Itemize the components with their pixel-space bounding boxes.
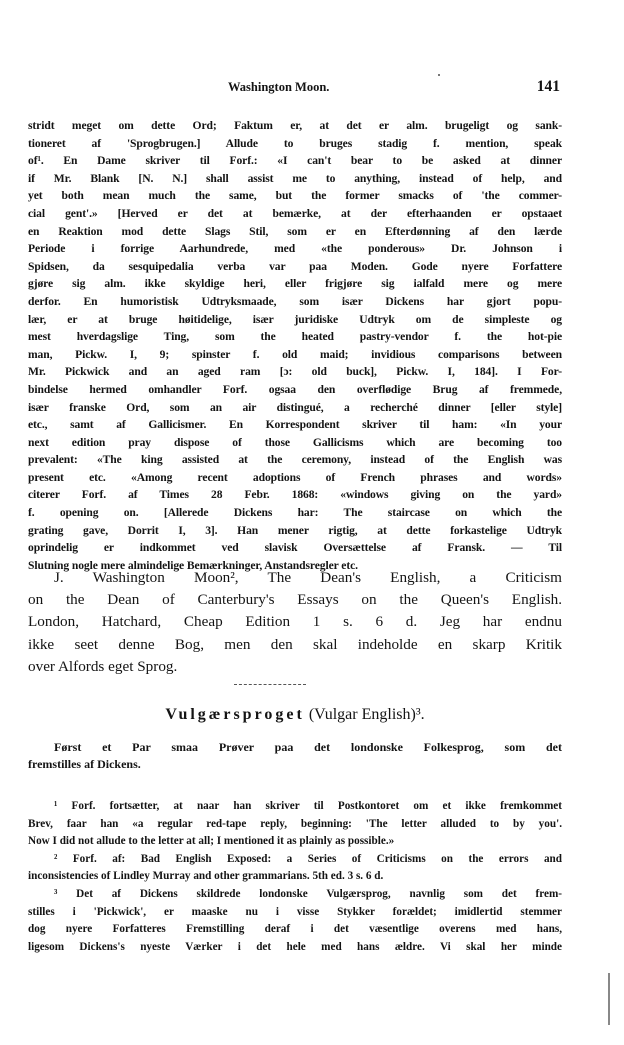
text-line: Periode i forrige Aarhundrede, med «the ponderous» Dr. Johnson i [28, 242, 562, 256]
text-line: ikke seet denne Bog, men den skal indeholde en skarp Kritik [28, 635, 562, 653]
text-line: on the Dean of Canterbury's Essays on the Queen's English. [28, 591, 562, 609]
text-line: next edition pray dispose of those Gallicisms which are becoming too [28, 435, 562, 449]
text-line: over Alfords eget Sprog. [28, 657, 178, 675]
text-line: if Mr. Blank [N. N.] shall assist me to anything, instead of help, and [28, 171, 562, 185]
running-head [28, 80, 562, 100]
text-line: derfor. En humoristisk Udtryksmaade, som især Dickens har gjort popu- [28, 294, 562, 308]
text-line: citerer Forf. af Times 28 Febr. 1868: «windows giving on the yard» [28, 488, 562, 502]
footnotes [28, 798, 562, 956]
footnote-line: ¹ Forf. fortsætter, at naar han skriver til Postkontoret om et ikke fremkommet [54, 800, 562, 812]
text-line: tioneret af 'Sprogbrugen.] Allude to bruges stadig f. mention, speak [28, 136, 562, 150]
footnote-line: Brev, faar han «a regular red-tape reply, beginning: 'The letter alluded to by you'. [28, 817, 562, 830]
text-line: grating gave, Dorrit I, 3]. Han mener rigtig, at dette forkastelige Udtryk [28, 523, 562, 537]
text-line: bindelse hermed omhandler Forf. ogsaa den overflødige Brug af fremmede, [28, 382, 562, 396]
paragraph-3 [28, 739, 562, 774]
paragraph-2 [28, 567, 562, 678]
text-line: etc., samt af Gallicismer. En Korrespondent skriver til ham: «In your [28, 418, 562, 432]
text-line: man, Pickw. I, 9; spinster f. old maid; invidious comparisons between [28, 347, 562, 361]
footnote-line: ² Forf. af: Bad English Exposed: a Series of Criticisms on the errors and [54, 852, 562, 865]
text-line: prevalent: «The king assisted at the ceremony, instead of the English was [28, 453, 562, 467]
text-line: fremstilles af Dickens. [28, 757, 141, 772]
text-line: mest hverdagslige Ting, som the heated pastry-vendor f. the hot-pie [28, 330, 562, 344]
text-line: cial gent'.» [Herved er det at bemærke, at der efterhaanden er opstaaet [28, 206, 562, 220]
text-line: Først et Par smaa Prøver paa det londonske Folkesprog, som det [54, 740, 562, 754]
text-line: Mr. Pickwick and an aged ram [ɔ: old buck], Pickw. I, 184]. I For- [28, 365, 562, 379]
text-line: yet both mean much the same, but the former smacks of 'the commer- [28, 189, 562, 203]
margin-mark [608, 973, 610, 1025]
text-line: lær, er at bruge høitidelige, især juridiske Udtryk om de simpleste og [28, 312, 562, 326]
running-title: Washington Moon. [228, 80, 330, 94]
footnote-line: Now I did not allude to the letter at all; I mentioned it as plainly as possible.» [28, 835, 395, 848]
text-line: J. Washington Moon², The Dean's English, a Criticism [54, 569, 562, 586]
text-line: Slutning nogle mere almindelige Bemærkninger, Anstandsregler etc. [28, 558, 358, 572]
footnote-line: stilles i 'Pickwick', er maaske nu i visse Stykker forældet; imidlertid stemmer [28, 905, 562, 918]
section-title: Vulgærsproget [165, 706, 305, 723]
section-heading [28, 706, 562, 724]
text-line: gjøre sig alm. ikke skyldige heri, eller frigjøre sig ialfald mere og mere [28, 277, 562, 291]
text-line: f. opening on. [Allerede Dickens har: The staircase on which the [28, 506, 562, 520]
footnote-line: dog nyere Forfatteres Fremstilling deraf i det væsentlige overens med hans, [28, 923, 562, 936]
text-line: stridt meget om dette Ord; Faktum er, at det er alm. brugeligt og sank- [28, 119, 562, 132]
footnote-line: inconsistencies of Lindley Murray and other grammarians. 5th ed. 3 s. 6 d. [28, 870, 384, 883]
text-line: of¹. En Dame skriver til Forf.: «I can't bear to be asked at dinner [28, 154, 562, 168]
text-line: oprindelig er indkommet ved slavisk Oversættelse af Fransk. — Til [28, 541, 562, 555]
section-subtitle: (Vulgar English)³. [308, 706, 425, 723]
paragraph-1 [28, 117, 562, 574]
text-line: en Reaktion mod dette Slags Stil, som er en Efterdønning af den lærde [28, 224, 562, 238]
text-line: present etc. «Among recent adoptions of French phrases and words» [28, 470, 562, 484]
section-separator [234, 684, 306, 685]
stray-dot-mark [438, 74, 440, 76]
text-line: Spidsen, da sesquipedalia verba var paa Moden. Gode nyere Forfattere [28, 259, 562, 273]
text-line: London, Hatchard, Cheap Edition 1 s. 6 d. Jeg har endnu [28, 613, 562, 631]
footnote-line: ligesom Dickens's nyeste Værker i det hele med hans ældre. Vi skal her minde [28, 940, 562, 953]
text-line: især franske Ord, som an air distingué, a recherché dinner [eller style] [28, 400, 562, 414]
footnote-line: ³ Det af Dickens skildrede londonske Vulgærsprog, navnlig som det frem- [54, 887, 562, 900]
page-number: 141 [536, 78, 560, 95]
